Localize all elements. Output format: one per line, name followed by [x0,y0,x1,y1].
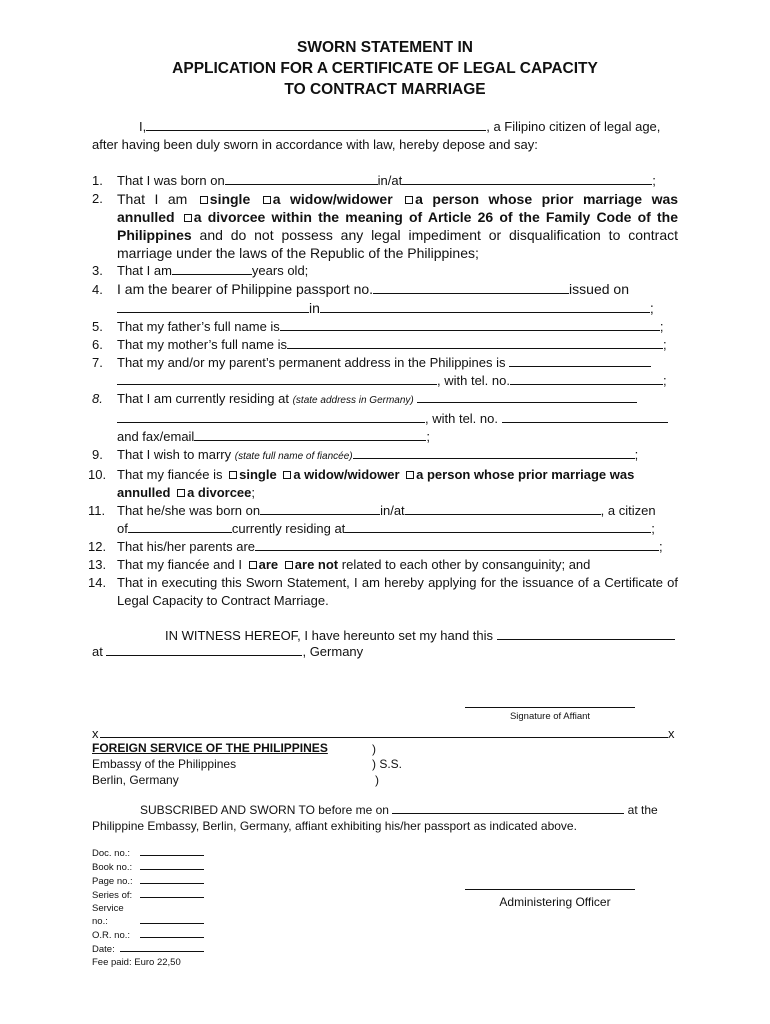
list-item-11: 11. That he/she was born on in/at , a citizen of currently residing at ; [88,503,656,536]
current-address-field-2[interactable] [117,410,425,423]
passport-no-field[interactable] [373,281,569,294]
witness-date-field[interactable] [497,627,675,640]
title-line-2: APPLICATION FOR A CERTIFICATE OF LEGAL CAPACITY [172,60,598,77]
fiancee-annulled-checkbox[interactable] [406,471,414,479]
subscribed-line-2: Philippine Embassy, Berlin, Germany, affiant exhibiting his/her passport as indicated above. [92,819,577,833]
list-item-4: 4. I am the bearer of Philippine passport no. issued on in ; [92,281,654,316]
affiant-signature-label: Signature of Affiant [509,711,591,722]
birth-place-field[interactable] [402,172,652,185]
intro-line-1 [139,118,699,136]
current-address-field[interactable] [417,390,637,403]
fiancee-widow-checkbox[interactable] [283,471,291,479]
date-field[interactable] [120,942,204,952]
list-item-7: 7. That my and/or my parent’s permanent address in the Philippines is , with tel. no. ; [92,355,667,388]
fsp-embassy: Embassy of the Philippines [92,757,237,771]
perm-tel-field[interactable] [510,372,663,385]
fiancee-citizenship-field[interactable] [128,520,232,533]
related-are-not-checkbox[interactable] [285,561,293,569]
page-no-field[interactable] [140,874,204,884]
or-no-field[interactable] [140,928,204,938]
list-item-6: 6. That my mother’s full name is ; [92,337,667,352]
cut-mark-right: x [668,726,675,741]
widow-checkbox[interactable] [263,196,271,204]
passport-place-field[interactable] [320,300,650,313]
separator-line [100,737,668,738]
officer-label: Administering Officer [499,895,611,909]
list-item-5: 5. That my father’s full name is ; [92,319,664,334]
series-field[interactable] [140,888,204,898]
intro-i: I, [139,119,147,134]
perm-address-field[interactable] [509,354,651,367]
fsp-paren-1: ) [372,742,376,756]
list-item-14: 14. That in executing this Sworn Statement, I am hereby applying for the issuance of a Certificate of Legal Capacity to Contract Marriage. [88,575,678,608]
witness-place-field[interactable] [106,643,302,656]
title-line-3: TO CONTRACT MARRIAGE [284,81,486,98]
list-item-10: 10. That my fiancée is single a widow/widower a person whose prior marriage was annulled a divorcee; [88,467,635,500]
fsp-ss: ) S.S. [372,757,403,771]
fiancee-birth-place-field[interactable] [405,502,601,515]
passport-date-field[interactable] [117,300,309,313]
intro-citizen: , a Filipino citizen of legal age, [486,119,661,134]
fiancee-name-field[interactable] [353,446,635,459]
witness-line: IN WITNESS HEREOF, I have hereunto set my hand this [165,627,675,645]
intro-line-2: after having been duly sworn in accordance with law, hereby depose and say: [92,137,538,152]
fiancee-single-checkbox[interactable] [229,471,237,479]
fsp-paren-3: ) [375,773,379,787]
fiancee-parents-field[interactable] [255,538,659,551]
list-item-2: 2. That I am single a widow/widower a person whose prior marriage was annulled a divorcee within the meaning of Article 26 of the Family Code of the Philippines and do not possess any legal impediment or disqualification to contract marriage under the laws of the Republic of the Philippines; [92,191,679,261]
list-item-1: 1. That I was born on in/at ; [92,173,656,188]
records-block: Doc. no.: Book no.: Page no.: Series of: Service no.: O.R. no.: Date: Fee paid: Euro 22,50 [92,846,204,969]
list-item-9: 9. That I wish to marry (state full name of fiancée) ; [92,447,639,462]
perm-address-field-2[interactable] [117,372,437,385]
fee-paid: Fee paid: Euro 22,50 [92,957,181,968]
list-item-8: 8. That I am currently residing at (state address in Germany) , with tel. no. and fax/email ; [92,390,678,446]
divorcee-checkbox[interactable] [184,214,192,222]
list-item-12: 12. That his/her parents are ; [88,539,663,554]
subscribed-line: SUBSCRIBED AND SWORN TO before me on at the [140,803,658,817]
fsp-title: FOREIGN SERVICE OF THE PHILIPPINES [92,741,328,755]
name-field[interactable] [146,118,486,131]
age-field[interactable] [172,262,252,275]
witness-at-line: at , Germany [92,644,364,659]
fiancee-divorcee-checkbox[interactable] [177,489,185,497]
doc-no-field[interactable] [140,846,204,856]
fax-email-field[interactable] [194,428,426,441]
cut-mark-left: x [92,726,99,741]
fiancee-birth-date-field[interactable] [260,502,380,515]
list-item-13: 13. That my fiancée and I are are not related to each other by consanguinity; and [88,557,591,572]
related-are-checkbox[interactable] [249,561,257,569]
annulled-checkbox[interactable] [405,196,413,204]
affiant-signature-line[interactable] [465,707,635,708]
statement-list [88,172,679,610]
document-title [0,37,770,100]
father-name-field[interactable] [280,318,660,331]
title-line-1: SWORN STATEMENT IN [297,39,473,56]
current-tel-field[interactable] [502,410,668,423]
fiancee-residence-field[interactable] [345,520,651,533]
birth-date-field[interactable] [225,172,378,185]
subscribed-date-field[interactable] [392,801,624,814]
single-checkbox[interactable] [200,196,208,204]
service-no-field[interactable] [140,914,204,924]
list-item-3: 3. That I am years old; [92,263,309,278]
fsp-city: Berlin, Germany [92,773,179,787]
mother-name-field[interactable] [287,336,663,349]
officer-signature-line[interactable] [465,889,635,890]
book-no-field[interactable] [140,860,204,870]
